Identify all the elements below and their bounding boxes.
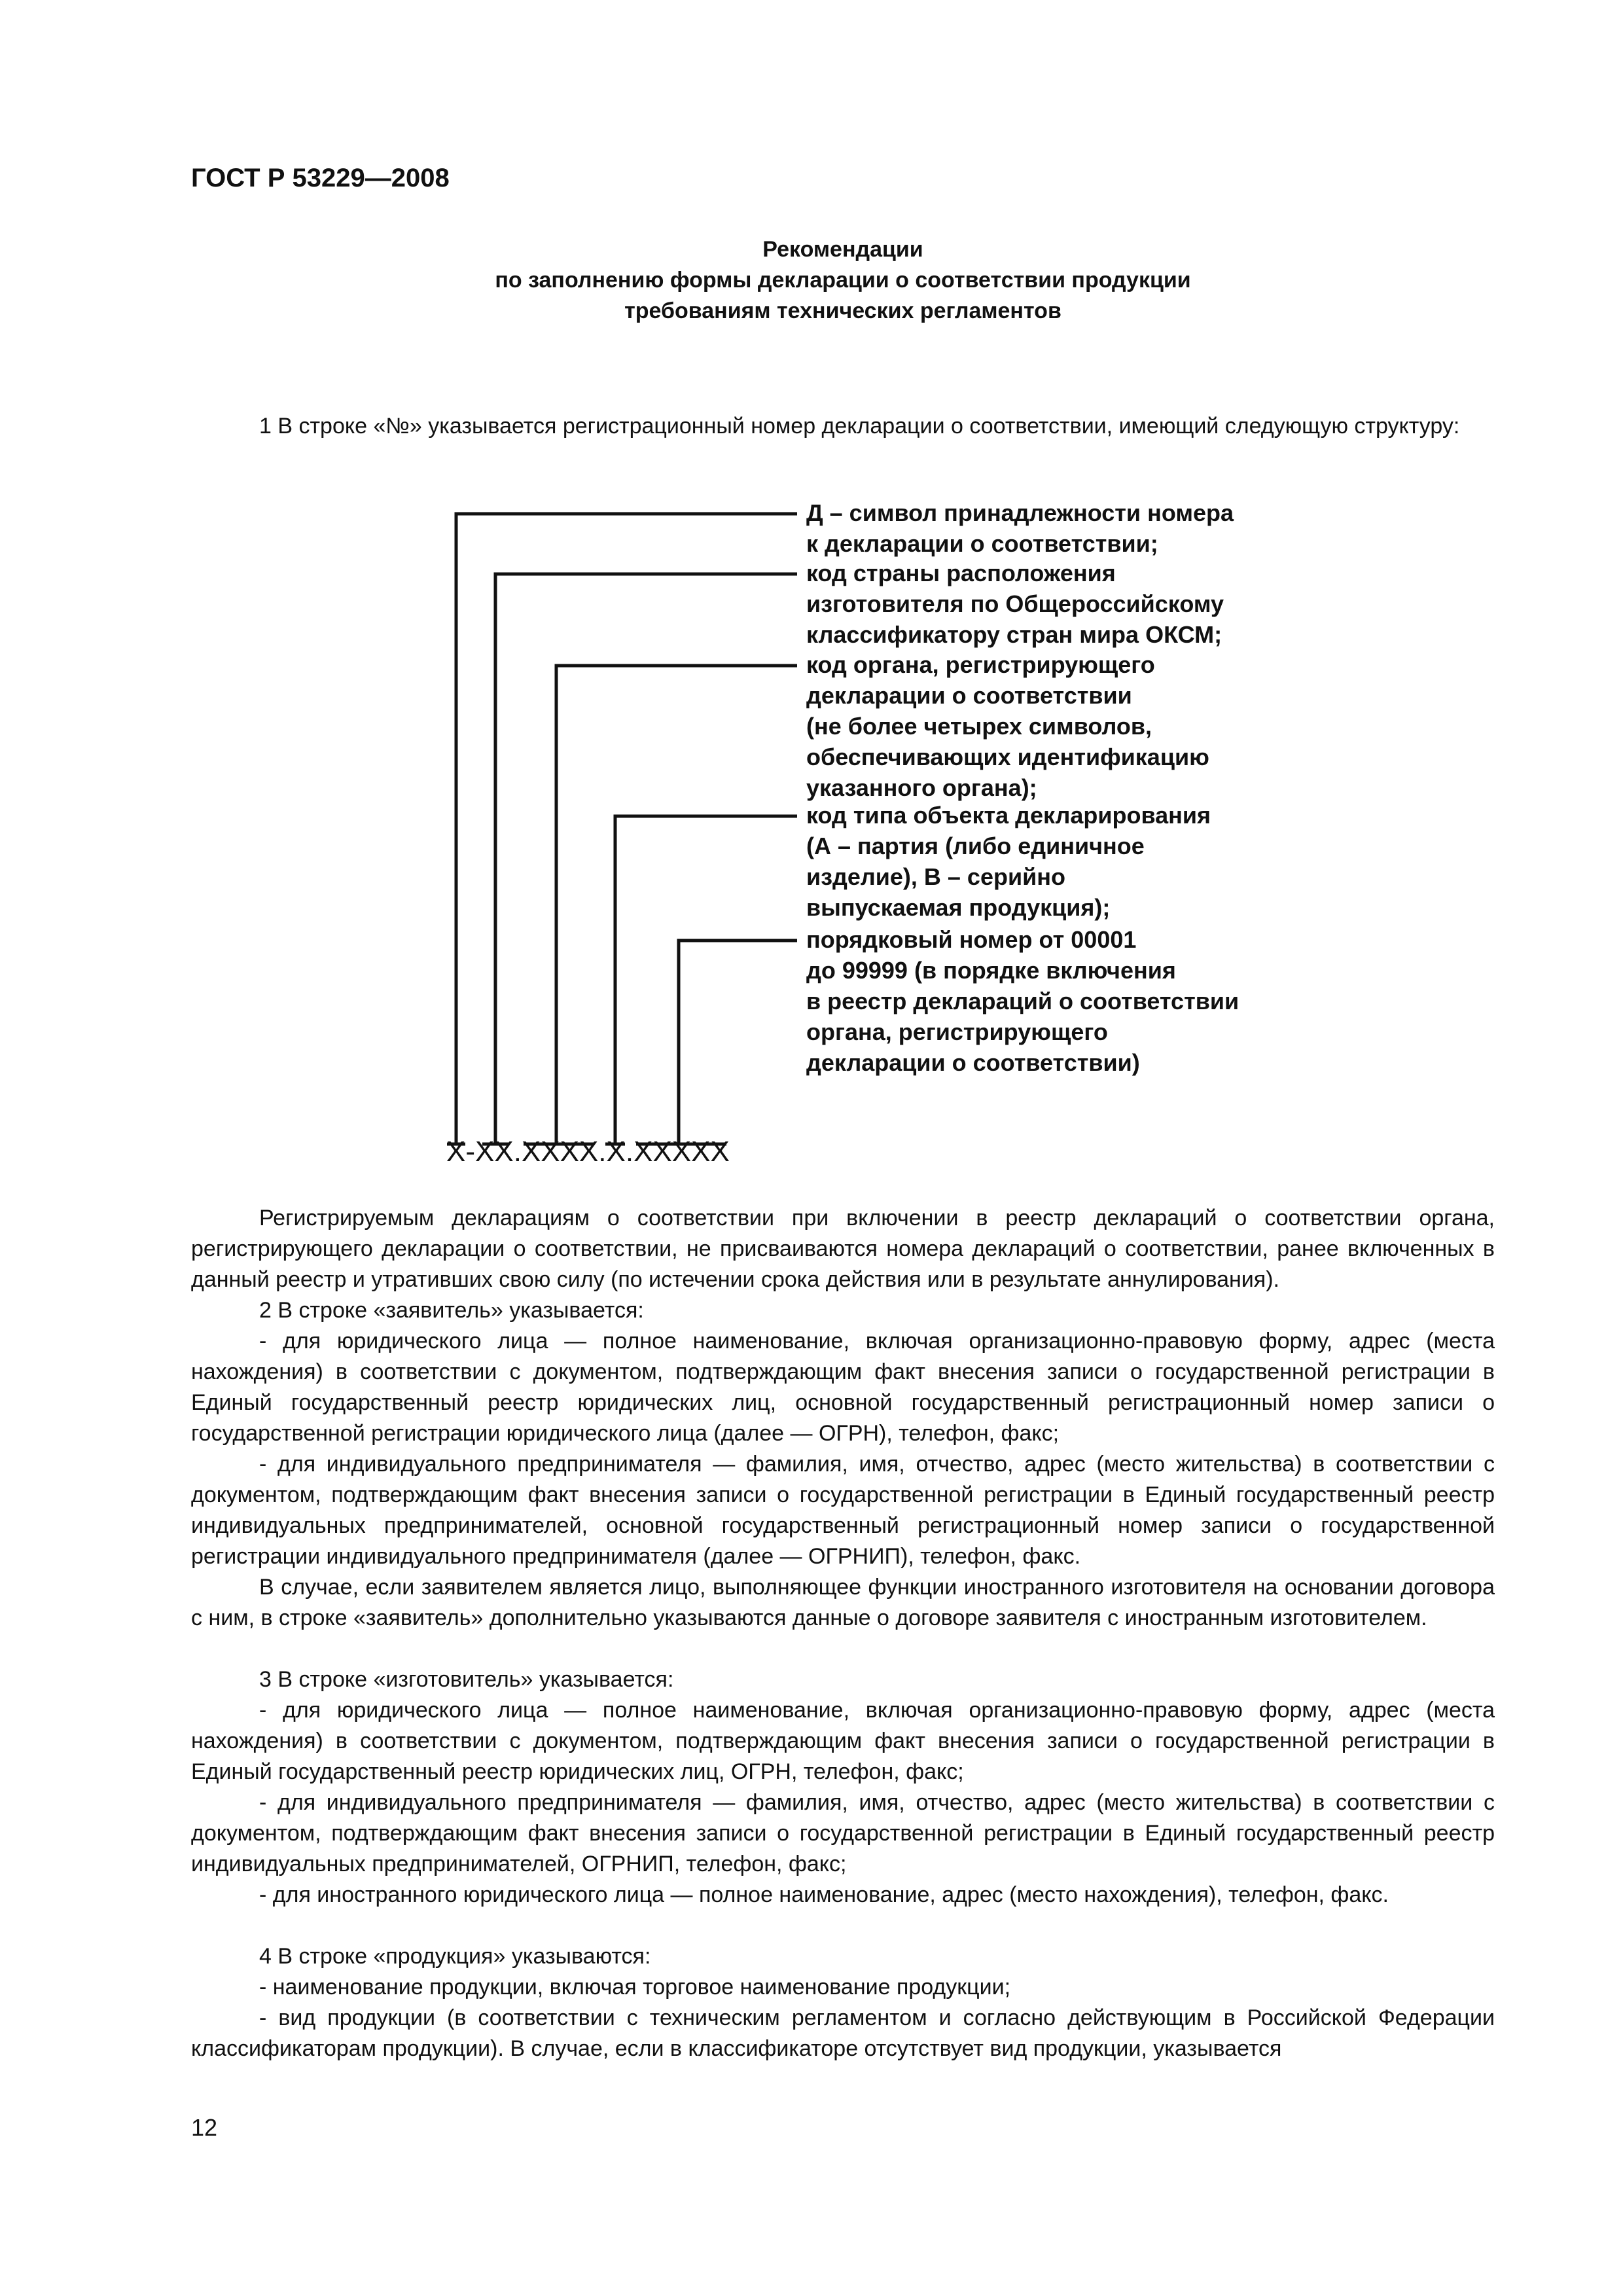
diagram-label-authority: код органа, регистрирующего декларации о соответствии (не более четырех символов, обеспечивающих идентификацию указанного органа); (806, 651, 1209, 801)
connector-line-5 (679, 941, 797, 1144)
number-structure-template: Х-ХХ.ХХХХ.Х.ХХХХХ (446, 1136, 730, 1168)
paragraph: 2 В строке «заявитель» указывается: (259, 1298, 644, 1323)
diagram-label-serial: порядковый номер от 00001 до 99999 (в порядке включения в реестр деклараций о соответствии органа, регистрирующего декларации о соответствии) (806, 926, 1240, 1076)
paragraph: - для индивидуального предпринимателя — фамилия, имя, отчество, адрес (место жительства) в соответствии с документом, подтверждающим факт внесения записи о государственной регистрации в Единый государственный реестр индивидуальных предпринимателей, ОГРНИП, телефон, факс; (191, 1790, 1495, 1876)
paragraph: 4 В строке «продукция» указываются: (259, 1944, 651, 1969)
paragraph: - наименование продукции, включая торговое наименование продукции; (259, 1975, 1011, 2000)
diagram-label-object-type: код типа объекта декларирования (А – партия (либо единичное изделие), В – серийно выпускаемая продукция); (806, 802, 1211, 921)
diagram-label-country: код страны расположения изготовителя по Общероссийскому классификатору стран мира ОКСМ; (806, 560, 1224, 648)
paragraph: 3 В строке «изготовитель» указывается: (259, 1667, 674, 1692)
intro-paragraph: 1 В строке «№» указывается регистрационный номер декларации о соответствии, имеющий следующую структуру: (259, 414, 1460, 439)
paragraph: - для юридического лица — полное наименование, включая организационно-правовую форму, адрес (места нахождения) в соответствии с документом, подтверждающим факт внесения записи о государственной регистрации в Единый государственный реестр юридических лиц, ОГРН, телефон, факс; (191, 1698, 1495, 1784)
connector-line-4 (615, 816, 797, 1144)
diagram-label-symbol: Д – символ принадлежности номера к декларации о соответствии; (806, 499, 1234, 557)
page-number: 12 (191, 2114, 218, 2141)
paragraph: Регистрируемым декларациям о соответствии при включении в реестр деклараций о соответствии органа, регистрирующего декларации о соответствии, не присваиваются номера деклараций о соответствии, ранее включенных в данный реестр и утративших свою силу (по истечении срока действия или в результате аннулирования). (191, 1206, 1495, 1292)
connector-line-3 (556, 666, 797, 1144)
paragraph: - вид продукции (в соответствии с техническим регламентом и согласно действующим в Российской Федерации классификаторам продукции). В случае, если в классификаторе отсутствует вид продукции, указывается (191, 2005, 1495, 2061)
paragraph: В случае, если заявителем является лицо, выполняющее функции иностранного изготовителя на основании договора с ним, в строке «заявитель» дополнительно указываются данные о договоре заявителя с иностранным изготовителем. (191, 1575, 1495, 1630)
title-line: требованиям технических регламентов (624, 298, 1061, 323)
title-line: Рекомендации (762, 237, 923, 262)
connector-line-1 (456, 514, 797, 1144)
paragraph: - для индивидуального предпринимателя — фамилия, имя, отчество, адрес (место жительства) в соответствии с документом, подтверждающим факт внесения записи о государственной регистрации в Единый государственный реестр индивидуальных предпринимателей, основной государственный регистрационный номер записи о государственной регистрации индивидуального предпринимателя (далее — ОГРНИП), телефон, факс. (191, 1452, 1495, 1569)
connector-line-2 (495, 574, 797, 1144)
document-header: ГОСТ Р 53229—2008 (191, 164, 450, 192)
paragraph: - для юридического лица — полное наименование, включая организационно-правовую форму, адрес (места нахождения) в соответствии с документом, подтверждающим факт внесения записи о государственной регистрации в Единый государственный реестр юридических лиц, основной государственный регистрационный номер записи о государственной регистрации юридического лица (далее — ОГРН), телефон, факс; (191, 1329, 1495, 1446)
title-line: по заполнению формы декларации о соответствии продукции (495, 268, 1191, 293)
paragraph: - для иностранного юридического лица — полное наименование, адрес (место нахождения), телефон, факс. (259, 1882, 1389, 1907)
